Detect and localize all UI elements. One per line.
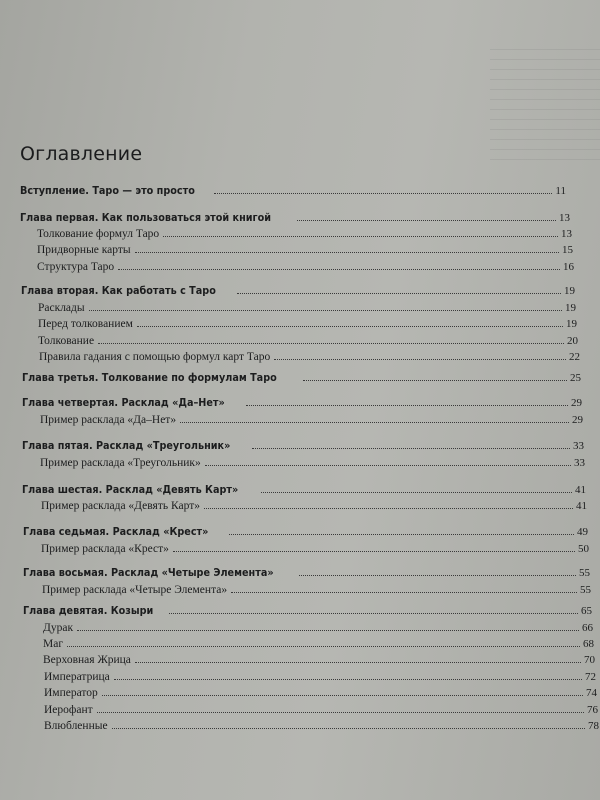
toc-page-number: 20 [567,335,578,347]
dot-leader [97,712,584,713]
dot-leader [297,220,556,221]
dot-leader [204,508,573,509]
toc-section-entry [37,242,573,256]
toc-page-number: 49 [577,526,588,538]
toc-section-entry [44,702,598,716]
toc-entry-label: Вступление. Таро — это просто [20,185,195,197]
toc-section-entry [39,349,580,363]
toc-entry-label: Пример расклада «Крест» [41,543,169,555]
toc-title: Оглавление [20,143,143,165]
dot-leader [102,695,583,696]
toc-entry-label: Пример расклада «Треугольник» [40,457,201,469]
dot-leader [229,534,574,535]
toc-section-entry [40,455,585,469]
dot-leader [261,492,572,493]
dot-leader [77,630,579,631]
toc-entry-label: Глава восьмая. Расклад «Четыре Элемента» [23,567,274,579]
toc-chapter-entry [22,395,582,409]
toc-page-number: 76 [587,704,598,716]
toc-entry-label: Дурак [43,622,74,634]
toc-chapter-entry [22,482,586,496]
toc-chapter-entry [23,524,588,538]
toc-page-number: 65 [581,605,592,617]
toc-page-number: 16 [563,261,574,273]
toc-page-number: 72 [585,671,596,683]
toc-entry-label: Глава пятая. Расклад «Треугольник» [22,440,231,452]
toc-section-entry [41,498,587,512]
toc-entry-label: Маг [43,638,64,650]
toc-page-number: 66 [582,622,593,634]
toc-page-number: 11 [555,185,566,197]
toc-entry-label: Толкование [38,335,95,347]
toc-entry-label: Структура Таро [37,261,115,273]
dot-leader [173,551,575,552]
toc-page-number: 13 [559,212,570,224]
toc-page-number: 19 [564,285,575,297]
toc-section-entry [37,259,574,273]
dot-leader [98,343,564,344]
toc-entry-label: Верховная Жрица [43,654,131,666]
dot-leader [246,405,568,406]
dot-leader [231,592,577,593]
toc-entry-label: Пример расклада «Да–Нет» [40,414,177,426]
toc-page-number: 41 [575,484,586,496]
toc-page-number: 22 [569,351,580,363]
toc-entry-label: Глава шестая. Расклад «Девять Карт» [22,484,239,496]
toc-section-entry [43,620,593,634]
dot-leader [135,252,559,253]
toc-page-number: 19 [566,318,577,330]
toc-entry-label: Глава девятая. Козыри [23,605,154,617]
dot-leader [89,310,562,311]
toc-entry-label: Глава первая. Как пользоваться этой книгой [20,212,272,224]
toc-section-entry [42,582,591,596]
dot-leader [237,293,561,294]
dot-leader [252,448,570,449]
toc-entry-label: Правила гадания с помощью формул карт Таро [39,351,271,363]
toc-section-entry [40,412,583,426]
dot-leader [137,326,563,327]
toc-section-entry [38,316,577,330]
toc-section-entry [38,333,578,347]
toc-page-number: 19 [565,302,576,314]
toc-page-number: 33 [573,440,584,452]
toc-entry-label: Придворные карты [37,244,131,256]
toc-section-entry [38,300,576,314]
toc-chapter-entry [22,370,581,384]
toc-entry-label: Глава третья. Толкование по формулам Таро [22,372,277,384]
toc-section-entry [43,636,594,650]
toc-entry-label: Глава седьмая. Расклад «Крест» [23,526,209,538]
toc-chapter-entry [21,283,575,297]
toc-section-entry [37,226,572,240]
toc-chapter-entry [23,565,590,579]
dot-leader [135,662,581,663]
toc-entry-label: Глава четвертая. Расклад «Да–Нет» [22,397,225,409]
toc-page-number: 15 [562,244,573,256]
toc-chapter-entry [20,183,566,197]
toc-section-entry [44,718,599,732]
toc-entry-label: Пример расклада «Девять Карт» [41,500,200,512]
toc-page-number: 29 [571,397,582,409]
toc-entry-label: Перед толкованием [38,318,133,330]
dot-leader [274,359,566,360]
dot-leader [169,613,578,614]
toc-entry-label: Иерофант [44,704,93,716]
dot-leader [180,422,569,423]
toc-page-number: 13 [561,228,572,240]
toc-page-number: 33 [574,457,585,469]
toc-entry-label: Расклады [38,302,85,314]
toc-entry-label: Императрица [44,671,110,683]
toc-page-number: 55 [579,567,590,579]
toc-entry-label: Влюбленные [44,720,108,732]
dot-leader [214,193,552,194]
toc-page-number: 70 [584,654,595,666]
toc-section-entry [44,669,596,683]
toc-page-number: 74 [586,687,597,699]
toc-entry-label: Пример расклада «Четыре Элемента» [42,584,228,596]
toc-page-number: 50 [578,543,589,555]
toc-entry-label: Толкование формул Таро [37,228,160,240]
toc-entry-label: Глава вторая. Как работать с Таро [21,285,216,297]
toc-page-number: 78 [588,720,599,732]
toc-section-entry [43,652,595,666]
toc-section-entry [44,685,597,699]
toc-chapter-entry [23,603,592,617]
toc-page-number: 25 [570,372,581,384]
dot-leader [112,728,585,729]
dot-leader [114,679,582,680]
toc-section-entry [41,541,589,555]
dot-leader [303,380,567,381]
toc-chapter-entry [22,438,584,452]
dot-leader [118,269,560,270]
dot-leader [299,575,576,576]
toc-page-number: 55 [580,584,591,596]
dot-leader [163,236,558,237]
toc-page-number: 41 [576,500,587,512]
toc-page-number: 29 [572,414,583,426]
dot-leader [205,465,571,466]
toc-page-number: 68 [583,638,594,650]
toc-entry-label: Император [44,687,98,699]
toc-chapter-entry [20,210,570,224]
dot-leader [67,646,580,647]
